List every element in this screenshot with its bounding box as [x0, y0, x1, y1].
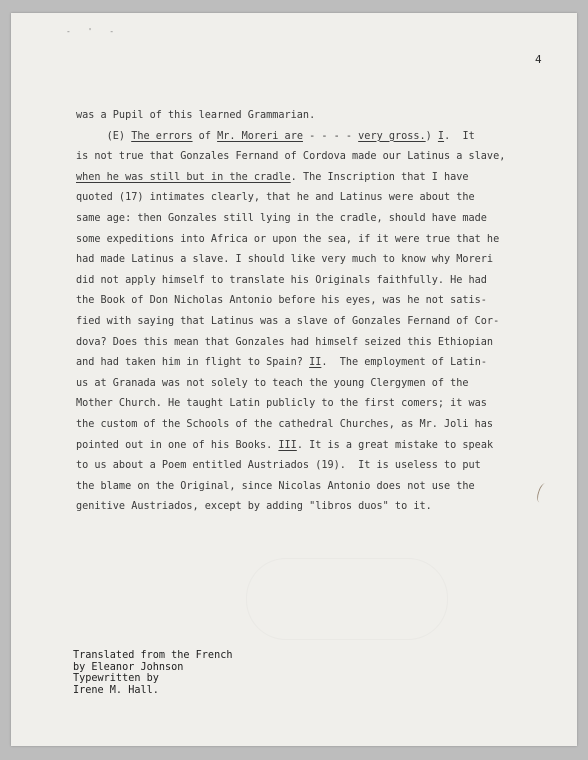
underlined-text: when he was still but in the cradle	[76, 171, 291, 183]
text-segment: pointed out in one of his Books.	[76, 439, 279, 451]
text-segment: . The Inscription that I have	[290, 171, 469, 183]
text-segment: - - - -	[302, 130, 359, 142]
page-number: 4	[535, 53, 542, 66]
text-line	[76, 230, 566, 251]
text-segment: fied with saying that Latinus was a slave of Gonzales Fernand of Cor-	[76, 315, 500, 327]
text-line	[76, 436, 566, 457]
text-segment: )	[425, 130, 438, 142]
text-line	[76, 127, 566, 148]
underlined-text: Mr. Moreri are	[217, 130, 303, 142]
credit-line: Translated from the French	[73, 650, 233, 661]
underlined-text: II	[309, 357, 322, 369]
text-line	[76, 497, 566, 518]
text-line	[76, 353, 566, 374]
text-segment: . The employment of Latin-	[321, 357, 487, 369]
text-segment: the custom of the Schools of the cathedral Churches, as Mr. Joli has	[76, 418, 494, 430]
underlined-text: III	[278, 439, 297, 451]
text-segment: (E)	[76, 130, 132, 142]
stray-marks: - ' -	[66, 27, 121, 36]
text-segment: . It is a great mistake to speak	[296, 439, 494, 451]
text-segment: was a Pupil of this learned Grammarian.	[76, 110, 316, 121]
text-line	[76, 333, 566, 354]
text-segment: dova? Does this mean that Gonzales had himself seized this Ethiopian	[76, 336, 494, 348]
watermark	[246, 558, 448, 640]
underlined-text: I	[437, 130, 445, 142]
text-segment: some expeditions into Africa or upon the sea, if it were true that he	[76, 233, 500, 245]
text-line	[76, 147, 566, 168]
text-line	[76, 291, 566, 312]
text-line	[76, 168, 566, 189]
text-line	[76, 250, 566, 271]
text-line	[76, 106, 566, 127]
text-segment: Mother Church. He taught Latin publicly to the first comers; it was	[76, 398, 487, 410]
text-line	[76, 271, 566, 292]
text-segment: quoted (17) intimates clearly, that he and Latinus were about the	[76, 192, 475, 204]
text-segment: same age: then Gonzales still lying in the cradle, should have made	[76, 212, 487, 224]
text-segment: and had taken him in flight to Spain?	[76, 357, 310, 369]
credit-line: Typewritten by	[73, 673, 159, 684]
text-segment: . It	[444, 130, 475, 142]
text-line	[76, 374, 566, 395]
text-line	[76, 456, 566, 477]
text-line	[76, 477, 566, 498]
translator-credits	[73, 650, 232, 696]
text-segment: the Book of Don Nicholas Antonio before his eyes, was he not satis-	[76, 295, 487, 307]
credit-line: by Eleanor Johnson	[73, 661, 184, 673]
text-segment: to us about a Poem entitled Austriados (19). It is useless to put	[76, 460, 481, 472]
text-segment: had made Latinus a slave. I should like very much to know why Moreri	[76, 254, 494, 266]
text-line	[76, 394, 566, 415]
text-segment: of	[192, 130, 218, 142]
text-line	[76, 312, 566, 333]
text-segment: is not true that Gonzales Fernand of Cordova made our Latinus a slave,	[76, 151, 506, 163]
body-text	[76, 106, 566, 518]
text-segment: us at Granada was not solely to teach the young Clergymen of the	[76, 377, 469, 389]
credit-line: Irene M. Hall.	[73, 684, 159, 696]
text-segment: genitive Austriados, except by adding "libros duos" to it.	[76, 501, 432, 513]
text-line	[76, 209, 566, 230]
text-line	[76, 188, 566, 209]
document-page	[11, 13, 577, 746]
text-segment: did not apply himself to translate his Originals faithfully. He had	[76, 274, 487, 286]
underlined-text: The errors	[131, 130, 193, 142]
text-segment: the blame on the Original, since Nicolas Antonio does not use the	[76, 480, 475, 492]
underlined-text: very gross.	[358, 130, 426, 142]
text-line	[76, 415, 566, 436]
